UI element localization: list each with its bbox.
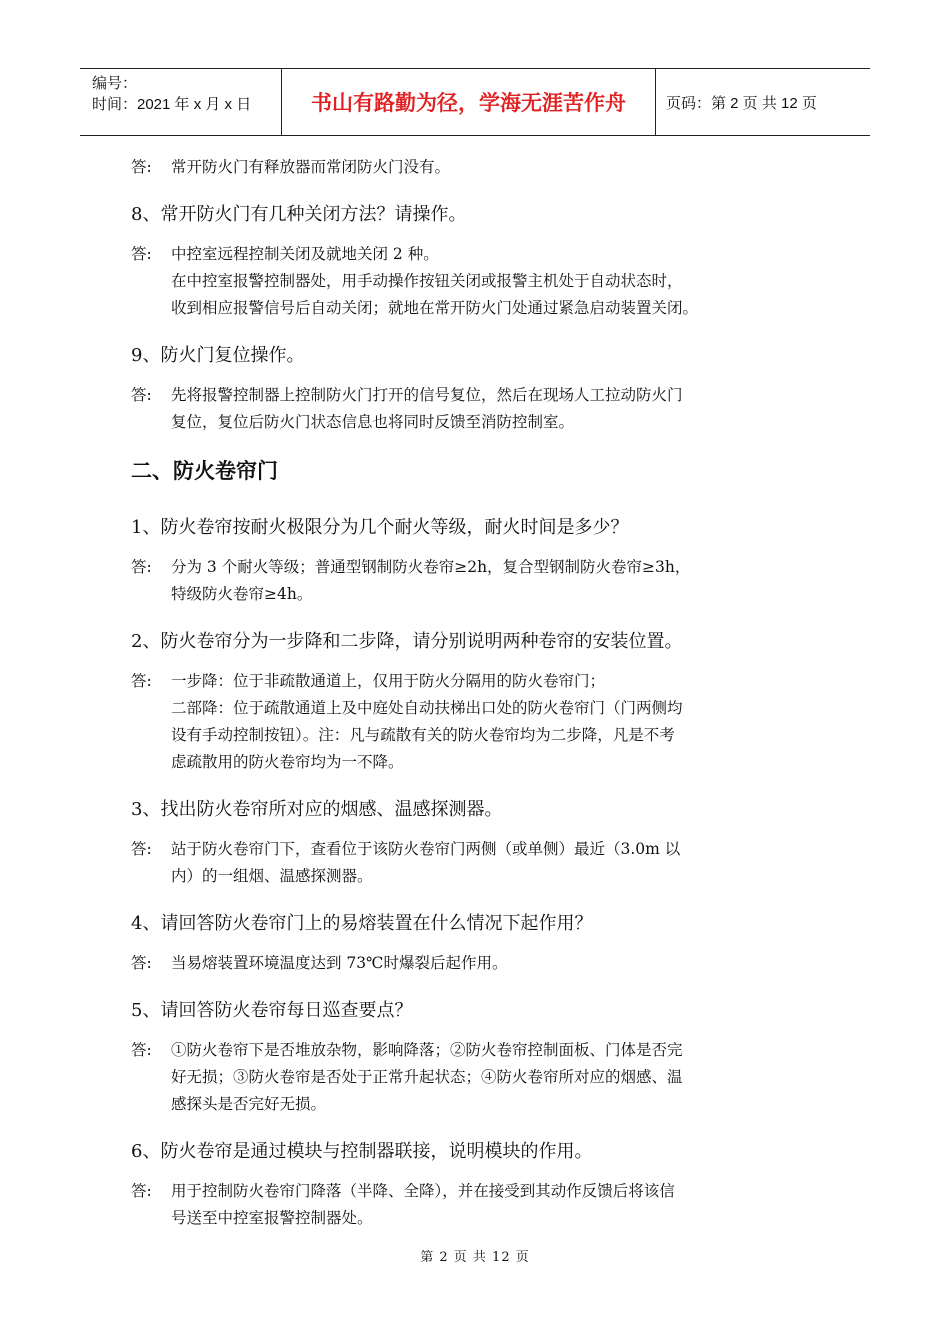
answer-line: 站于防火卷帘门下，查看位于该防火卷帘门两侧（或单侧）最近（3.0m 以 [171,840,681,858]
answer-line: 收到相应报警信号后自动关闭；就地在常开防火门处通过紧急启动装置关闭。 [171,299,699,317]
answer-line: 分为 3 个耐火等级；普通型钢制防火卷帘≥2h，复合型钢制防火卷帘≥3h， [171,558,691,576]
answer-label: 答: [131,1041,152,1059]
answer-line: 先将报警控制器上控制防火门打开的信号复位，然后在现场人工拉动防火门 [171,386,683,404]
answer-block [131,154,811,181]
document-number-label: 编号： [92,75,138,92]
answer-line: 复位，复位后防火门状态信息也将同时反馈至消防控制室。 [171,413,575,431]
answer-label: 答: [131,158,152,176]
answer-line: 内）的一组烟、温感探测器。 [171,867,373,885]
document-date: 时间：2021 年 x 月 x 日 [92,96,252,113]
page-header [80,68,870,136]
answer-label: 答: [131,245,152,263]
header-motto: 书山有路勤为径，学海无涯苦作舟 [282,69,656,135]
answer-line: 用于控制防火卷帘门降落（半降、全降），并在接受到其动作反馈后将该信 [171,1182,675,1200]
answer-line: 设有手动控制按钮）。注：凡与疏散有关的防火卷帘均为二步降，凡是不考 [171,726,675,744]
answer-label: 答: [131,386,152,404]
page-footer: 第 2 页 共 12 页 [420,1250,530,1265]
answer-block [131,836,811,890]
question: 3、找出防火卷帘所对应的烟感、温感探测器。 [131,799,503,820]
answer-block [131,1037,811,1118]
answer-line: 好无损；③防火卷帘是否处于正常升起状态；④防火卷帘所对应的烟感、温 [171,1068,683,1086]
answer-line: 在中控室报警控制器处，用手动操作按钮关闭或报警主机处于自动状态时， [171,272,683,290]
answer-block [131,554,811,608]
answer-label: 答: [131,558,152,576]
answer-block [131,1178,811,1232]
answer-block [131,382,811,436]
answer-line: 常开防火门有释放器而常闭防火门没有。 [171,158,451,176]
answer-line: 虑疏散用的防火卷帘均为一不降。 [171,753,404,771]
question: 5、请回答防火卷帘每日巡查要点？ [131,1000,413,1021]
answer-label: 答: [131,840,152,858]
document-body [131,154,811,1252]
answer-line: 一步降：位于非疏散通道上，仅用于防火分隔用的防火卷帘门； [171,672,606,690]
question: 6、防火卷帘是通过模块与控制器联接，说明模块的作用。 [131,1141,593,1162]
answer-block [131,668,811,776]
header-page-info: 页码：第 2 页 共 12 页 [666,94,817,112]
answer-line: 二部降：位于疏散通道上及中庭处自动扶梯出口处的防火卷帘门（门两侧均 [171,699,683,717]
answer-label: 答: [131,1182,152,1200]
question: 2、防火卷帘分为一步降和二步降，请分别说明两种卷帘的安装位置。 [131,631,683,652]
answer-line: 感探头是否完好无损。 [171,1095,327,1113]
answer-line: 特级防火卷帘≥4h。 [171,585,313,603]
header-meta [80,69,282,135]
question: 1、防火卷帘按耐火极限分为几个耐火等级，耐火时间是多少？ [131,517,629,538]
question: 4、请回答防火卷帘门上的易熔装置在什么情况下起作用？ [131,913,593,934]
answer-block [131,241,811,322]
answer-line: ①防火卷帘下是否堆放杂物，影响降落；②防火卷帘控制面板、门体是否完 [171,1041,683,1059]
answer-line: 中控室远程控制关闭及就地关闭 2 种。 [171,245,439,263]
answer-line: 当易熔装置环境温度达到 73℃时爆裂后起作用。 [171,954,508,972]
question: 9、防火门复位操作。 [131,345,305,366]
answer-line: 号送至中控室报警控制器处。 [171,1209,373,1227]
question: 8、常开防火门有几种关闭方法？请操作。 [131,204,467,225]
answer-label: 答: [131,954,152,972]
answer-label: 答: [131,672,152,690]
answer-block [131,950,811,977]
section-heading: 二、防火卷帘门 [131,459,278,483]
